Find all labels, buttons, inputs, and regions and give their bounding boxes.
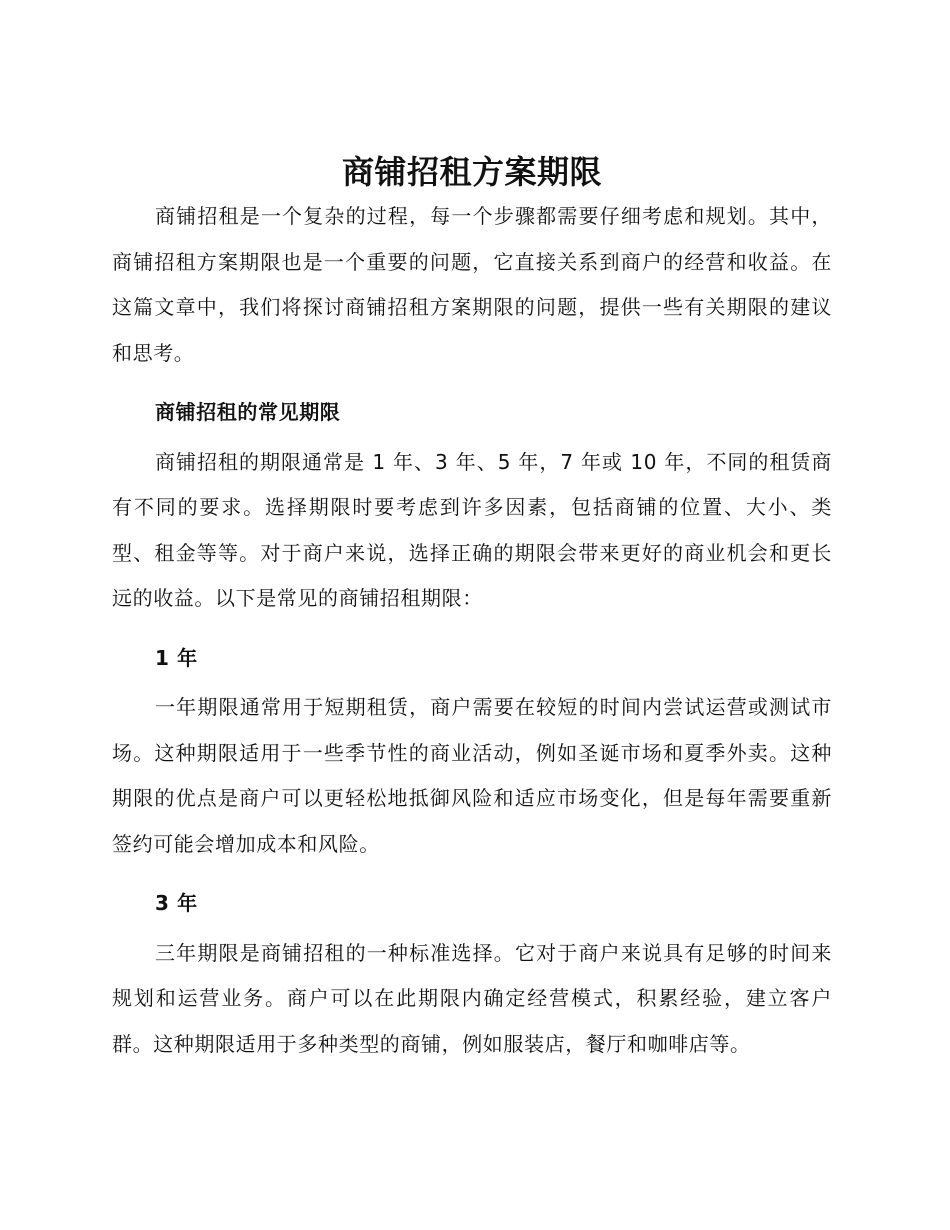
document-page [112, 150, 832, 1067]
intro-paragraph: 商铺招租是一个复杂的过程，每一个步骤都需要仔细考虑和规划。其中，商铺招租方案期限也是一个重要的问题，它直接关系到商户的经营和收益。在这篇文章中，我们将探讨商铺招租方案期限的问题，提供一些有关期限的建议和思考。 [112, 204, 832, 365]
spacer [112, 622, 832, 636]
spacer [112, 376, 832, 390]
section-heading-3-year: 3 年 [155, 891, 198, 915]
document-title: 商铺招租方案期限 [341, 153, 602, 191]
section-heading-common-terms: 商铺招租的常见期限 [155, 400, 341, 424]
section-body-3-year: 三年期限是商铺招租的一种标准选择。它对于商户来说具有足够的时间来规划和运营业务。商户可以在此期限内确定经营模式，积累经验，建立客户群。这种期限适用于多种类型的商铺，例如服装店，餐厅和咖啡店等。 [112, 940, 832, 1056]
spacer [112, 867, 832, 881]
section-body-1-year: 一年期限通常用于短期租赁，商户需要在较短的时间内尝试运营或测试市场。这种期限适用于一些季节性的商业活动，例如圣诞市场和夏季外卖。这种期限的优点是商户可以更轻松地抵御风险和适应市场变化，但是每年需要重新签约可能会增加成本和风险。 [112, 695, 832, 856]
section-heading-1-year: 1 年 [155, 645, 198, 670]
section-body-common-terms: 商铺招租的期限通常是 1 年、3 年、5 年，7 年或 10 年，不同的租赁商有不同的要求。选择期限时要考虑到许多因素，包括商铺的位置、大小、类型、租金等等。对于商户来说，选择正确的期限会带来更好的商业机会和更长远的收益。以下是常见的商铺招租期限： [112, 449, 832, 610]
